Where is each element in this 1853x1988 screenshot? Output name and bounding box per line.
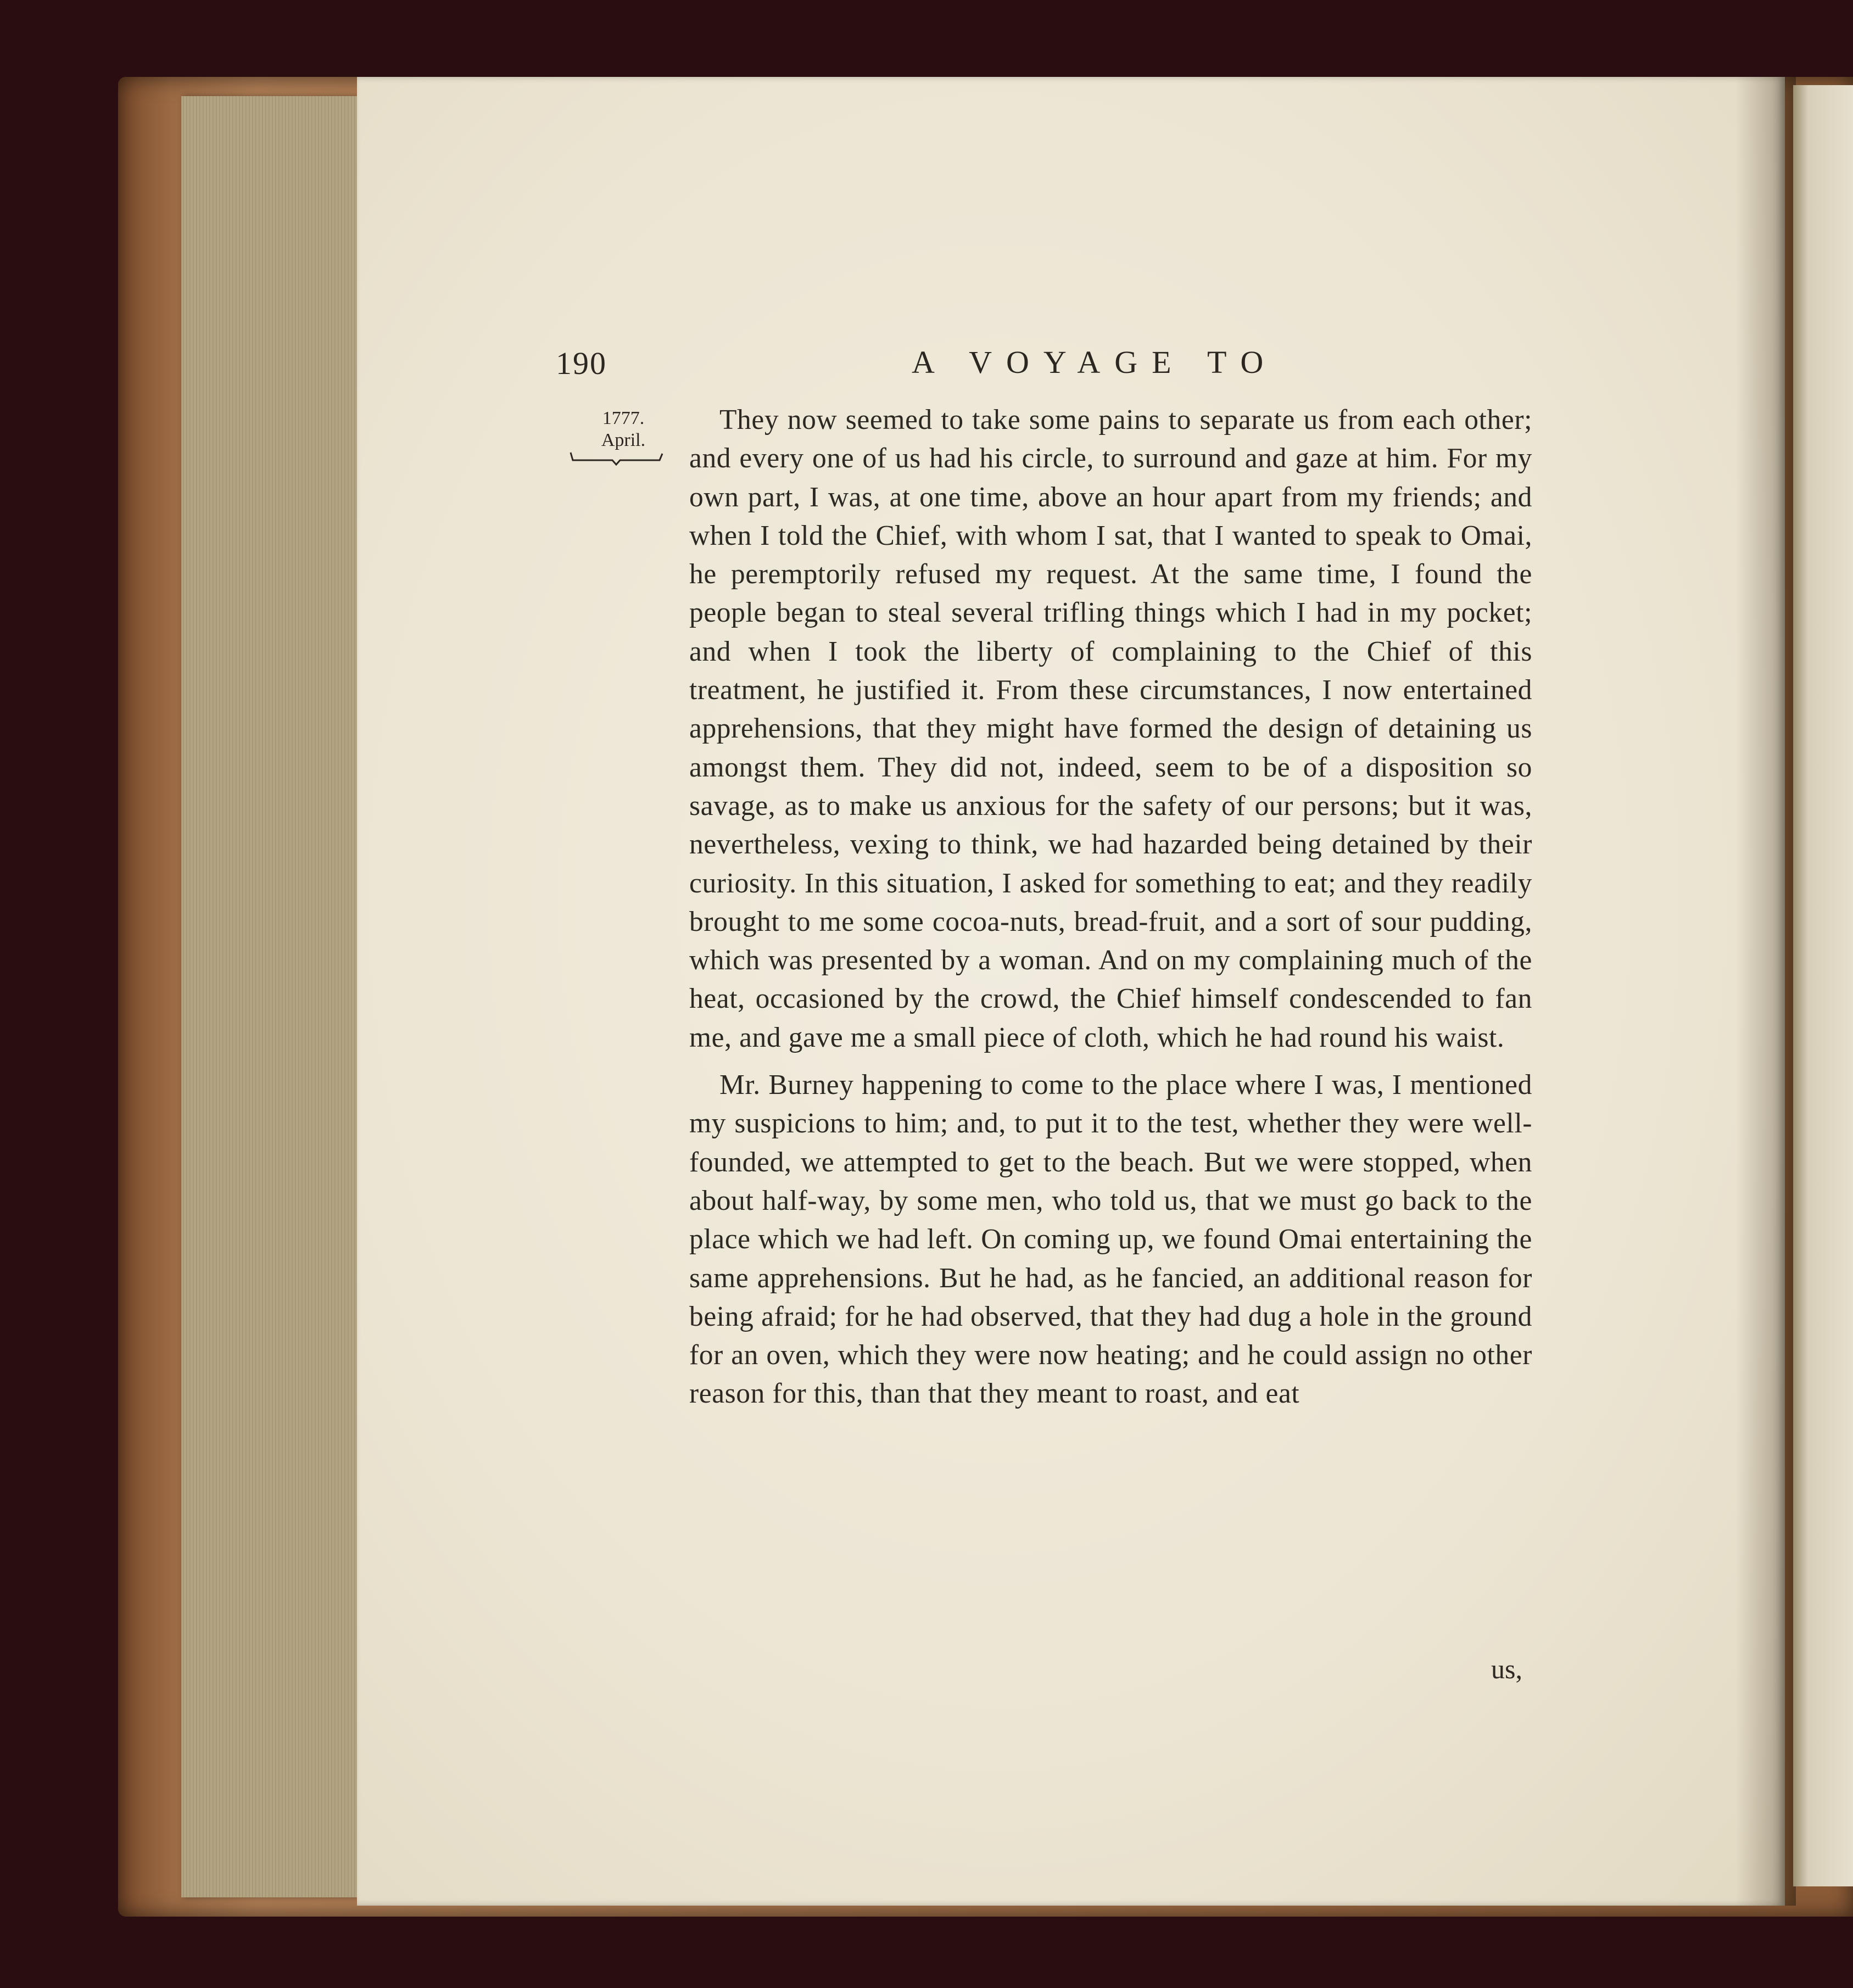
running-title: A VOYAGE TO	[912, 344, 1278, 380]
margin-date-note	[568, 407, 678, 466]
catchword: us,	[1491, 1654, 1522, 1684]
margin-month: April.	[601, 430, 646, 450]
running-head	[0, 340, 1853, 384]
paragraph: They now seemed to take some pains to separate us from each other; and every one of us had his circle, to surround and gaze at him. For my own part, I was, at one time, above an hour apart from my friends; and when I told the Chief, with whom I sat, that I wanted to speak to Omai, he peremptorily refused my request. At the same time, I found the people began to steal several trifling things which I had in my pocket; and when I took the liberty of complaining to the Chief of this treatment, he justified it. From these circumstances, I now entertained apprehensions, that they might have formed the design of detaining us amongst them. They did not, indeed, seem to be of a disposition so savage, as to make us anxious for the safety of our persons; but it was, nevertheless, vexing to think, we had hazarded being detained by their curiosity. In this situation, I asked for something to eat; and they readily brought to me some cocoa-nuts, bread-fruit, and a sort of sour pudding, which was presented by a woman. And on my complaining much of the heat, occasioned by the crowd, the Chief himself condescended to fan me, and gave me a small piece of cloth, which he had round his waist.	[689, 404, 1532, 1053]
margin-bracket-icon	[568, 449, 665, 466]
paragraph: Mr. Burney happening to come to the place where I was, I mentioned my suspicions to him; and, to put it to the test, whether they were well-founded, we attempted to get to the beach. But we were stopped, when about half-way, by some men, who told us, that we must go back to the place which we had left. On coming up, we found Omai entertaining the same apprehensions. But he had, as he fancied, an additional reason for being afraid; for he had observed, that they had dug a hole in the ground for an oven, which they were now heating; and he could assign no other reason for this, than that they meant to roast, and eat	[689, 1069, 1532, 1410]
body-text	[689, 401, 1532, 1414]
margin-year: 1777.	[602, 408, 645, 428]
page-number: 190	[556, 345, 607, 381]
